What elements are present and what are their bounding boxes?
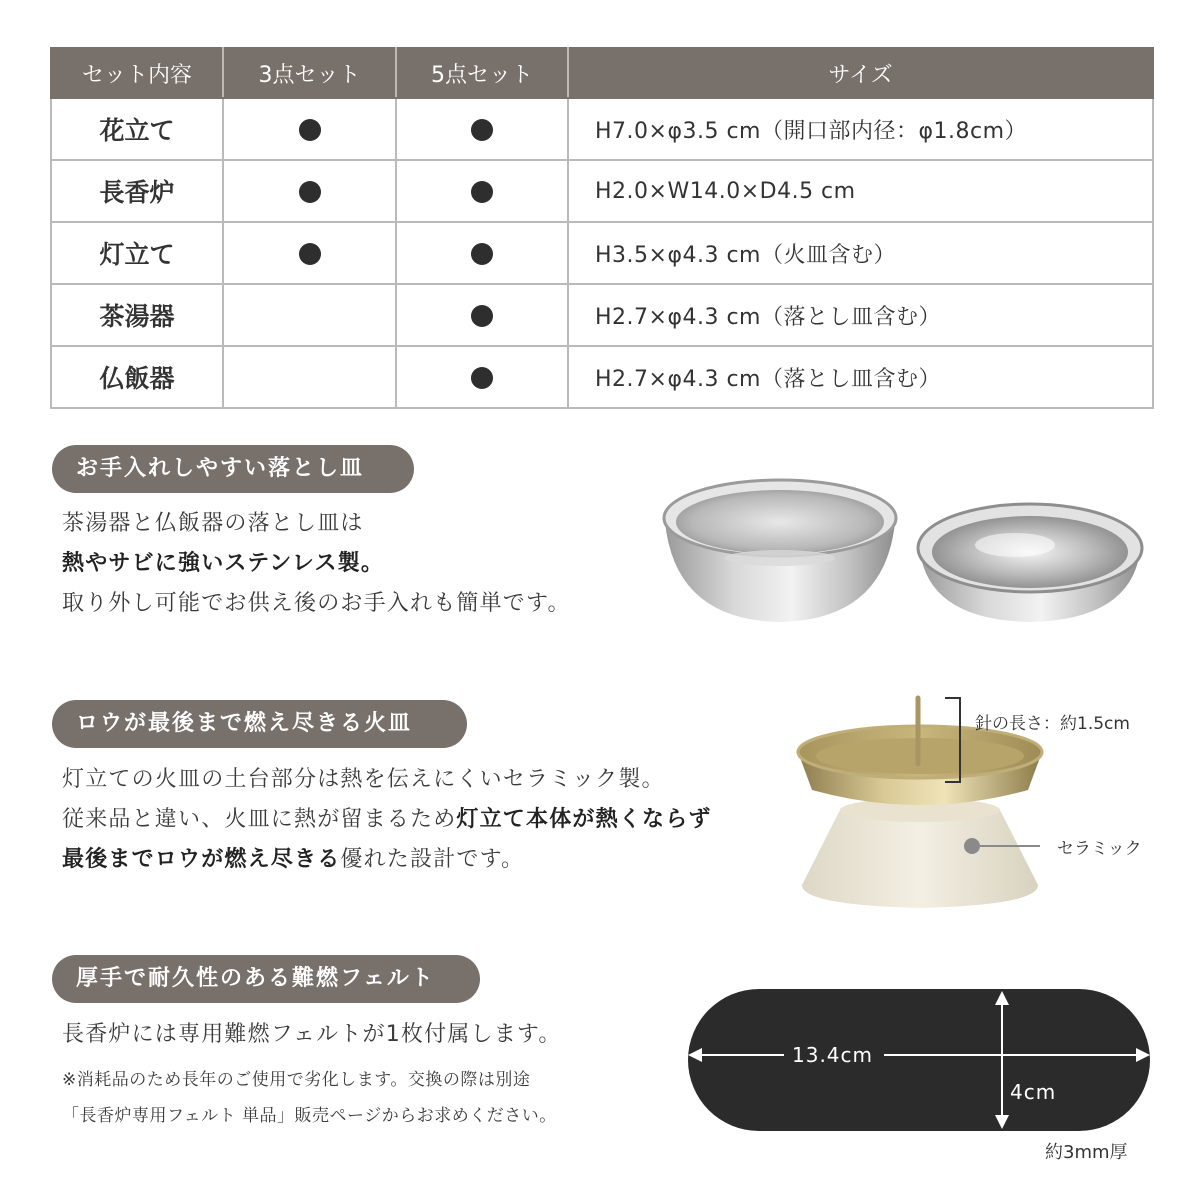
item-name: 仏飯器: [51, 346, 223, 408]
table-row: [51, 98, 1153, 160]
cell-5pc-set: [396, 222, 568, 284]
section3-line1: 長香炉には専用難燃フェルトが1枚付属します。: [62, 1022, 562, 1047]
included-dot-icon: [299, 181, 321, 203]
included-dot-icon: [471, 367, 493, 389]
item-name: 灯立て: [51, 222, 223, 284]
table-header-row: [51, 48, 1153, 98]
included-dot-icon: [471, 243, 493, 265]
section2-line3-plain: 優れた設計です。: [340, 847, 525, 872]
felt-pad-icon: [688, 989, 1150, 1131]
included-dot-icon: [471, 181, 493, 203]
stainless-trays-photo: [655, 470, 1155, 640]
included-dot-icon: [299, 119, 321, 141]
item-name: 長香炉: [51, 160, 223, 222]
section2-line2-plain: 従来品と違い、火皿に熱が留まるため: [62, 807, 457, 832]
header-3pc-set: 3点セット: [223, 48, 396, 98]
needle-length-label: 針の長さ：約1.5cm: [975, 714, 1130, 734]
cell-5pc-set: [396, 346, 568, 408]
section-heading-candle-dish: ロウが最後まで燃え尽きる火皿: [52, 700, 467, 748]
item-name: 花立て: [51, 98, 223, 160]
header-5pc-set: 5点セット: [396, 48, 568, 98]
section-heading-drip-tray: お手入れしやすい落とし皿: [52, 445, 414, 493]
deep-tray-icon: [664, 480, 896, 622]
section3-note2: 「長香炉専用フェルト 単品」販売ページからお求めください。: [62, 1106, 557, 1126]
cell-5pc-set: [396, 284, 568, 346]
cell-3pc-set: [223, 222, 396, 284]
included-dot-icon: [299, 243, 321, 265]
item-name: 茶湯器: [51, 284, 223, 346]
felt-thickness-label: 約3mm厚: [1045, 1142, 1128, 1163]
shallow-tray-icon: [918, 504, 1142, 622]
ceramic-pointer-dot: [964, 838, 980, 854]
spec-table: [50, 47, 1154, 409]
section1-line3: 取り外し可能でお供え後のお手入れも簡単です。: [62, 591, 571, 616]
cell-3pc-set: [223, 346, 396, 408]
ceramic-label: セラミック: [1057, 839, 1142, 859]
item-size: H7.0×φ3.5 cm（開口部内径：φ1.8cm）: [568, 98, 1153, 160]
section3-description: [62, 1015, 562, 1055]
table-row: [51, 222, 1153, 284]
section1-line2-bold: 熱やサビに強いステンレス製。: [62, 551, 385, 576]
section3-note1: ※消耗品のため長年のご使用で劣化します。交換の際は別途: [62, 1070, 531, 1090]
section1-line1: 茶湯器と仏飯器の落とし皿は: [62, 511, 364, 536]
section-heading-flame-retardant-felt: 厚手で耐久性のある難燃フェルト: [52, 955, 480, 1003]
item-size: H3.5×φ4.3 cm（火皿含む）: [568, 222, 1153, 284]
section2-line2-bold: 灯立て本体が熱くならず: [456, 807, 712, 832]
cell-3pc-set: [223, 160, 396, 222]
felt-height-label: 4cm: [1010, 1080, 1057, 1104]
felt-width-label: 13.4cm: [792, 1043, 874, 1067]
table-row: [51, 160, 1153, 222]
section2-line3-bold: 最後までロウが燃え尽きる: [62, 847, 341, 872]
header-size: サイズ: [568, 48, 1153, 98]
table-row: [51, 284, 1153, 346]
item-size: H2.7×φ4.3 cm（落とし皿含む）: [568, 346, 1153, 408]
item-size: H2.0×W14.0×D4.5 cm: [568, 160, 1153, 222]
ceramic-base-icon: [802, 810, 1038, 908]
cell-5pc-set: [396, 98, 568, 160]
cell-3pc-set: [223, 284, 396, 346]
section3-note: [62, 1062, 557, 1134]
item-size: H2.7×φ4.3 cm（落とし皿含む）: [568, 284, 1153, 346]
section2-line1: 灯立ての火皿の土台部分は熱を伝えにくいセラミック製。: [62, 767, 665, 792]
cell-3pc-set: [223, 98, 396, 160]
included-dot-icon: [471, 305, 493, 327]
cell-5pc-set: [396, 160, 568, 222]
included-dot-icon: [471, 119, 493, 141]
section2-description: [62, 760, 712, 880]
felt-pad-diagram: [684, 985, 1154, 1135]
section1-description: [62, 504, 571, 624]
header-set-contents: セット内容: [51, 48, 223, 98]
table-row: [51, 346, 1153, 408]
